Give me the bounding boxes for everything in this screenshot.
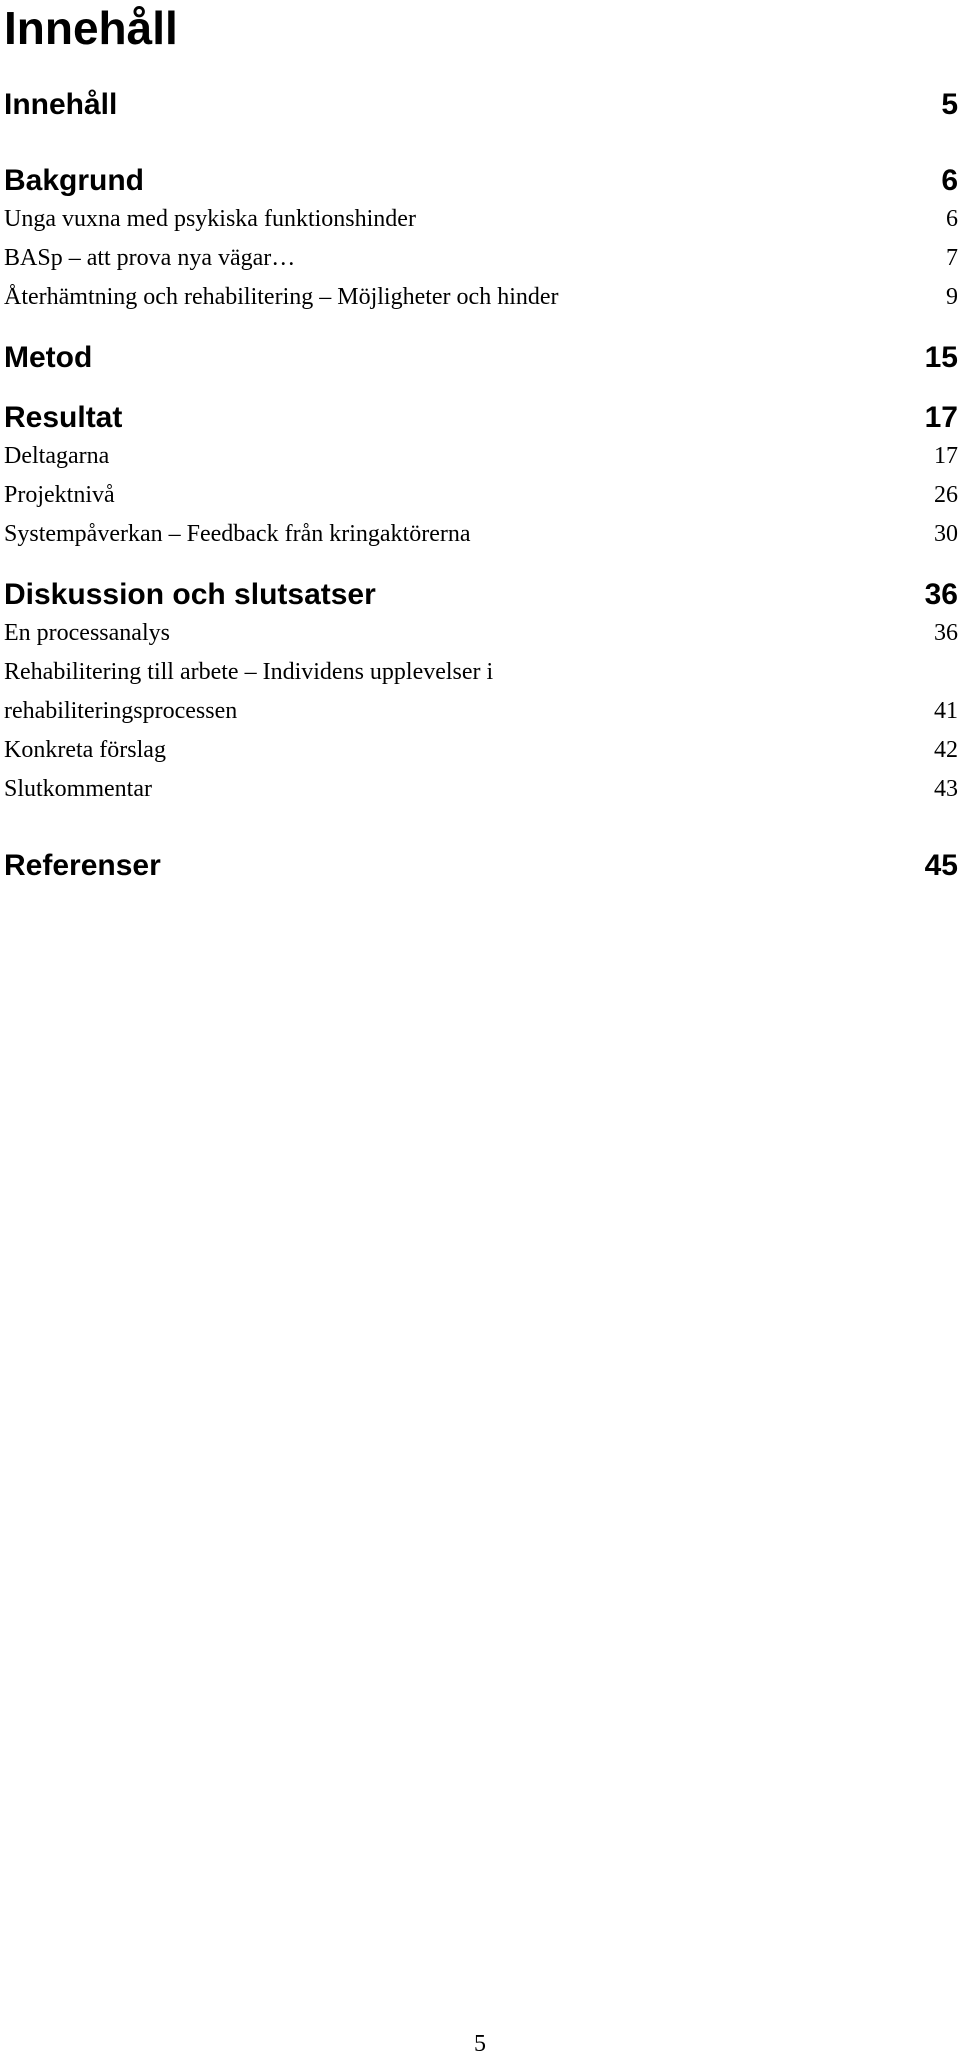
toc-subentry-page: 30 xyxy=(934,521,958,547)
toc-subentry[interactable] xyxy=(4,653,958,692)
toc-entry-title: Bakgrund xyxy=(4,164,145,197)
toc-subentry-title: Återhämtning och rehabilitering – Möjligheter och hinder xyxy=(4,284,559,310)
toc-subentry-title: Unga vuxna med psykiska funktionshinder xyxy=(4,206,416,232)
footer-page-number: 5 xyxy=(474,2031,486,2057)
toc-subentry-page: 6 xyxy=(946,206,958,232)
toc-entry-referenser[interactable] xyxy=(4,847,958,885)
toc-subentry[interactable] xyxy=(4,614,958,653)
toc-subentry[interactable] xyxy=(4,515,958,554)
toc-entry-title: Innehåll xyxy=(4,88,118,121)
toc-entry-title: Resultat xyxy=(4,401,123,434)
toc-subentry[interactable] xyxy=(4,770,958,809)
table-of-contents xyxy=(4,86,958,885)
toc-entry-title: Referenser xyxy=(4,849,161,882)
toc-subentry[interactable] xyxy=(4,476,958,515)
toc-entry-title: Metod xyxy=(4,341,93,374)
toc-subentry-title: Projektnivå xyxy=(4,482,115,508)
toc-entry-page: 17 xyxy=(924,401,958,434)
toc-entry-resultat[interactable] xyxy=(4,399,958,437)
toc-entry-page: 15 xyxy=(924,341,958,374)
toc-subentry-page: 9 xyxy=(946,284,958,310)
toc-subentry-page: 17 xyxy=(934,443,958,469)
page-title: Innehåll xyxy=(4,2,178,54)
toc-subentry-title: Rehabilitering till arbete – Individens upplevelser i xyxy=(4,659,494,685)
toc-subentry-title: En processanalys xyxy=(4,620,170,646)
toc-entry-page: 5 xyxy=(941,88,958,121)
toc-subentry-page: 36 xyxy=(934,620,958,646)
toc-subentry[interactable] xyxy=(4,200,958,239)
toc-subentry-page: 42 xyxy=(934,737,958,763)
toc-subentry-title: Slutkommentar xyxy=(4,776,152,802)
toc-entry-title: Diskussion och slutsatser xyxy=(4,578,376,611)
toc-subentry-page: 41 xyxy=(934,698,958,724)
toc-subentry[interactable] xyxy=(4,731,958,770)
toc-subentry-title: Systempåverkan – Feedback från kringaktörerna xyxy=(4,521,471,547)
toc-entry-innehall[interactable] xyxy=(4,86,958,124)
toc-subentry-title: rehabiliteringsprocessen xyxy=(4,698,238,724)
toc-subentry-page: 43 xyxy=(934,776,958,802)
toc-subentry-title: Konkreta förslag xyxy=(4,737,166,763)
toc-entry-diskussion[interactable] xyxy=(4,576,958,614)
toc-entry-page: 36 xyxy=(924,578,958,611)
toc-subentry[interactable] xyxy=(4,692,958,731)
toc-subentry-title: Deltagarna xyxy=(4,443,110,469)
toc-subentry[interactable] xyxy=(4,239,958,278)
toc-entry-page: 45 xyxy=(924,849,958,882)
toc-entry-bakgrund[interactable] xyxy=(4,162,958,200)
toc-subentry[interactable] xyxy=(4,437,958,476)
toc-subentry-title: BASp – att prova nya vägar… xyxy=(4,245,296,271)
toc-entry-page: 6 xyxy=(941,164,958,197)
toc-subentry-page: 26 xyxy=(934,482,958,508)
toc-entry-metod[interactable] xyxy=(4,339,958,377)
toc-subentry-page: 7 xyxy=(946,245,958,271)
toc-subentry[interactable] xyxy=(4,278,958,317)
